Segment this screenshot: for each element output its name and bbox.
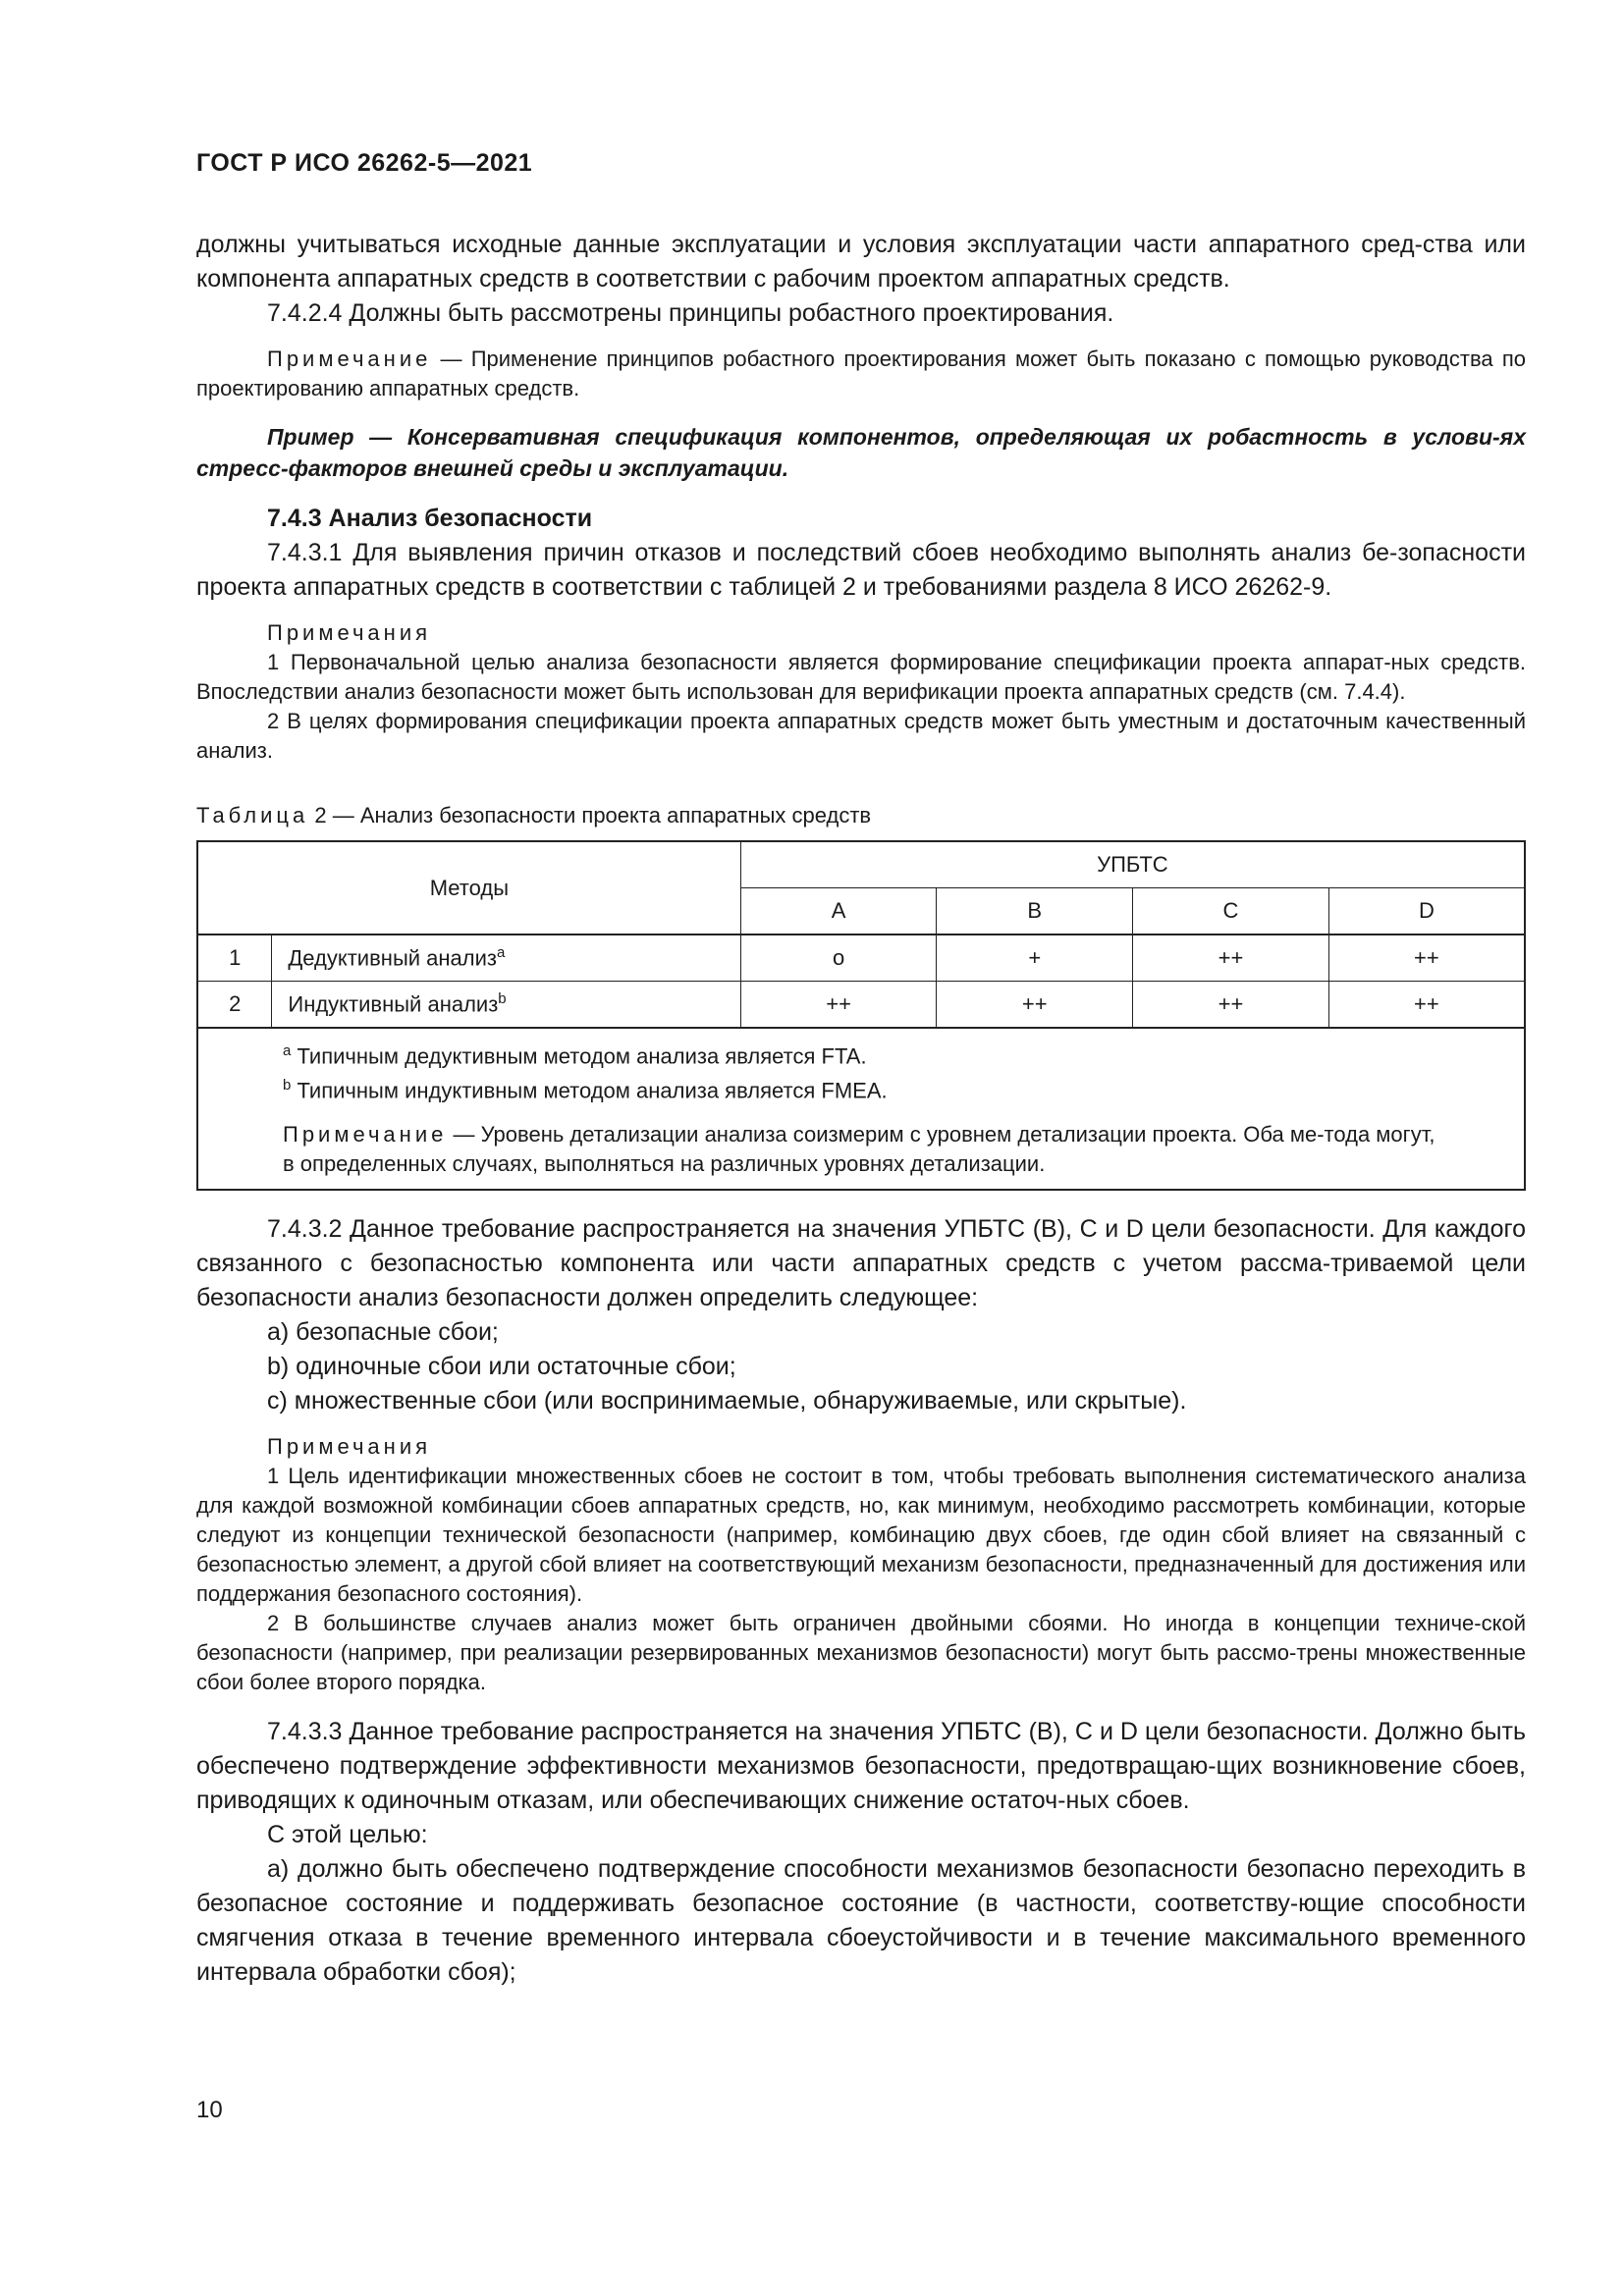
paragraph-7424: 7.4.2.4 Должны быть рассмотрены принципы робастного проектирования. xyxy=(267,299,1114,327)
note-item-1b: 1 Цель идентификации множественных сбоев не состоит в том, чтобы требовать выполнения систематического анализа для каждой возможной комбинации сбоев аппаратных средств, но, как минимум, необходимо рассмотреть комбинации, которые следуют из концепции технической безопасности (например, комбинацию двух сбоев, где один сбой влияет на связанный с безопасностью элемент, а другой сбой влияет на соответствующий механизм безопасности, предназначенный для достижения или поддержания безопасного состояния). xyxy=(196,1463,1526,1606)
table-note: Примечание — Уровень детализации анализа соизмерим с уровнем детализации проекта. Оба ме-тода могут, в определенных случаях, выполняться на различных уровнях детализации. xyxy=(283,1121,1435,1176)
table-header-level-b: B xyxy=(937,888,1133,935)
footnote-a: $^a$ Типичным дедуктивным методом анализа является FTA. xyxy=(283,1042,867,1069)
row-method: Дедуктивный анализ$^a$ xyxy=(272,934,740,982)
section-heading-743: 7.4.3 Анализ безопасности xyxy=(267,505,593,532)
paragraph-7431: 7.4.3.1 Для выявления причин отказов и последствий сбоев необходимо выполнять анализ бе-зопасности проекта аппаратных средств в соответствии с таблицей 2 и требованиями раздела 8 ИСО 26262-9. xyxy=(196,539,1526,601)
note-label: Примечание xyxy=(267,347,432,371)
note-robust xyxy=(196,345,1526,403)
table-header-methods: Методы xyxy=(197,841,740,934)
example-text: Пример — Консервативная спецификация компонентов, определяющая их робастность в услови-ях стресс-факторов внешней среды и эксплуатации. xyxy=(196,424,1526,481)
row-value: ++ xyxy=(1328,982,1525,1029)
note-text: — Применение принципов робастного проектирования может быть показано с помощью руководства по проектированию аппаратных средств. xyxy=(196,347,1526,400)
page-number: 10 xyxy=(196,2097,223,2123)
table-footnotes xyxy=(197,1028,1525,1190)
list-item-b: b) одиночные сбои или остаточные сбои; xyxy=(267,1352,736,1380)
document-header: ГОСТ Р ИСО 26262-5—2021 xyxy=(196,149,533,177)
row-value: ++ xyxy=(1133,934,1329,982)
footnote-b: $^b$ Типичным индуктивным методом анализа является FMEA. xyxy=(283,1077,888,1103)
paragraph-goal-a: а) должно быть обеспечено подтверждение способности механизмов безопасности безопасно переходить в безопасное состояние и поддерживать безопасное состояние (в частности, соответству-ющие способности смягчения отказа в течение временного интервала сбоеустойчивости и в течение максимального временного интервала обработки сбоя); xyxy=(196,1854,1526,1986)
row-value: ++ xyxy=(740,982,937,1029)
paragraph-goal: С этой целью: xyxy=(267,1820,428,1848)
note-item-1: 1 Первоначальной целью анализа безопасности является формирование спецификации проекта аппарат-ных средств. Впоследствии анализ безопасности может быть использован для верификации проекта аппаратных средств (см. 7.4.4). xyxy=(196,650,1526,704)
row-number: 2 xyxy=(197,982,272,1029)
table-caption-text: 2 — Анализ безопасности проекта аппаратных средств xyxy=(308,803,872,828)
row-value: o xyxy=(740,934,937,982)
paragraph-7433: 7.4.3.3 Данное требование распространяется на значения УПБТС (В), С и D цели безопасности. Должно быть обеспечено подтверждение эффективности механизмов безопасности, предотвращаю-щих возникновение сбоев, приводящих к одиночным отказам, или обеспечивающих снижение остаточ-ных сбоев. xyxy=(196,1717,1526,1814)
table-header-level-a: A xyxy=(740,888,937,935)
row-number: 1 xyxy=(197,934,272,982)
table-row xyxy=(197,982,1525,1029)
row-value: ++ xyxy=(937,982,1133,1029)
paragraph-7432: 7.4.3.2 Данное требование распространяется на значения УПБТС (В), С и D цели безопасности. Для каждого связанного с безопасностью компонента или части аппаратных средств с учетом рассма-триваемой цели безопасности анализ безопасности должен определить следующее: xyxy=(196,1214,1526,1311)
table-header-asil: УПБТС xyxy=(740,841,1525,888)
row-value: ++ xyxy=(1328,934,1525,982)
notes-label-2: Примечания xyxy=(267,1433,432,1459)
list-item-c: с) множественные сбои (или воспринимаемые, обнаруживаемые, или скрытые). xyxy=(267,1386,1187,1415)
safety-analysis-table xyxy=(196,840,1526,1191)
notes-label: Примечания xyxy=(267,620,432,645)
note-item-2: 2 В целях формирования спецификации проекта аппаратных средств может быть уместным и достаточным качественный анализ. xyxy=(196,709,1526,763)
paragraph-continuation: должны учитываться исходные данные эксплуатации и условия эксплуатации части аппаратного сред-ства или компонента аппаратных средств в соответствии с рабочим проектом аппаратных средств. xyxy=(196,231,1526,293)
table-header-level-c: C xyxy=(1133,888,1329,935)
note-item-2b: 2 В большинстве случаев анализ может быть ограничен двойными сбоями. Но иногда в концепции техниче-ской безопасности (например, при реализации резервированных механизмов безопасности) могут быть рассмо-трены множественные сбои более второго порядка. xyxy=(196,1610,1526,1694)
table-header-level-d: D xyxy=(1328,888,1525,935)
table-caption xyxy=(196,801,1526,830)
row-value: + xyxy=(937,934,1133,982)
row-value: ++ xyxy=(1133,982,1329,1029)
table-row xyxy=(197,934,1525,982)
row-method: Индуктивный анализ$^b$ xyxy=(272,982,740,1029)
table-caption-label: Таблица xyxy=(196,803,309,828)
list-item-a: а) безопасные сбои; xyxy=(267,1317,499,1346)
page-content xyxy=(196,228,1526,1990)
